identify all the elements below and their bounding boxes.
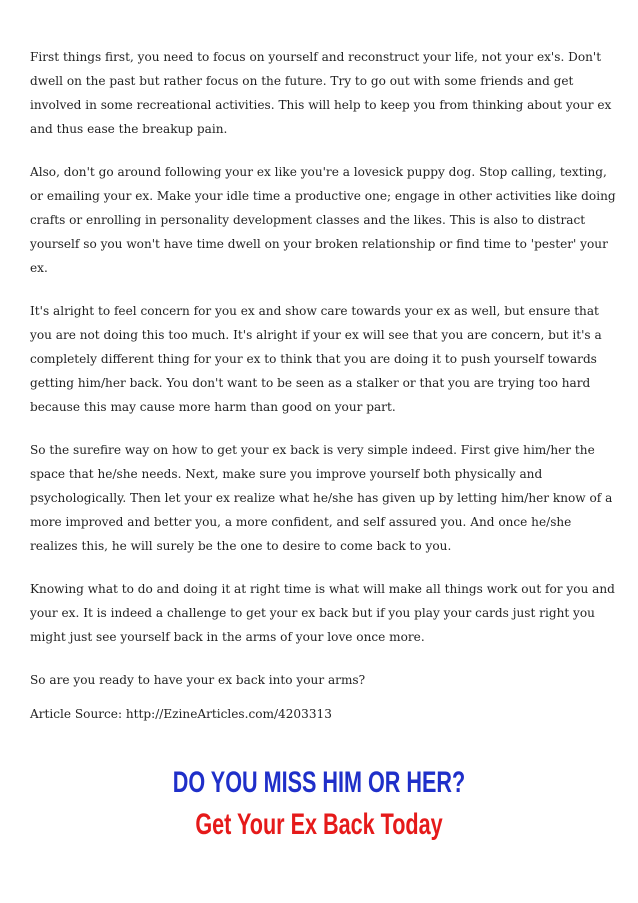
cta-subline-link[interactable]: Get Your Ex Back Today [195, 808, 443, 841]
article-body [30, 0, 616, 726]
cta-headline[interactable]: DO YOU MISS HIM OR HER? [172, 766, 466, 799]
paragraph-focus-on-yourself: First things first, you need to focus on yourself and reconstruct your life, not your ex's. Don't dwell on the past but rather focus on the future. Try to go out with some friends and get involved in some recreational activities. This will help to keep you from thinking about your ex and thus ease the breakup pain. [30, 50, 612, 136]
paragraph-dont-follow-ex: Also, don't go around following your ex like you're a lovesick puppy dog. Stop calling, texting, or emailing your ex. Make your idle time a productive one; engage in other activities like doing crafts or enrolling in personality development classes and the likes. This is also to distract yourself so you won't have time dwell on your broken relationship or find time to 'pester' your ex. [30, 165, 616, 275]
paragraph-surefire-way: So the surefire way on how to get your ex back is very simple indeed. First give him/her the space that he/she needs. Next, make sure you improve yourself both physically and psychologically. Then let your ex realize what he/she has given up by letting him/her know of a more improved and better you, a more confident, and self assured you. And once he/she realizes this, he will surely be the one to desire to come back to you. [30, 443, 613, 553]
paragraph-knowing-what-to-do: Knowing what to do and doing it at right time is what will make all things work out for you and your ex. It is indeed a challenge to get your ex back but if you play your cards just right you might just see yourself back in the arms of your love once more. [30, 582, 615, 644]
paragraph-show-concern: It's alright to feel concern for you ex and show care towards your ex as well, but ensure that you are not doing this too much. It's alright if your ex will see that you are concern, but it's a completely different thing for your ex to think that you are doing it to push yourself towards getting him/her back. You don't want to be seen as a stalker or that you are trying too hard because this may cause more harm than good on your part. [30, 304, 602, 414]
paragraph-ready-question: So are you ready to have your ex back into your arms? [30, 673, 366, 687]
article-page [30, 0, 616, 726]
article-source: Article Source: http://EzineArticles.com/4203313 [30, 707, 332, 721]
